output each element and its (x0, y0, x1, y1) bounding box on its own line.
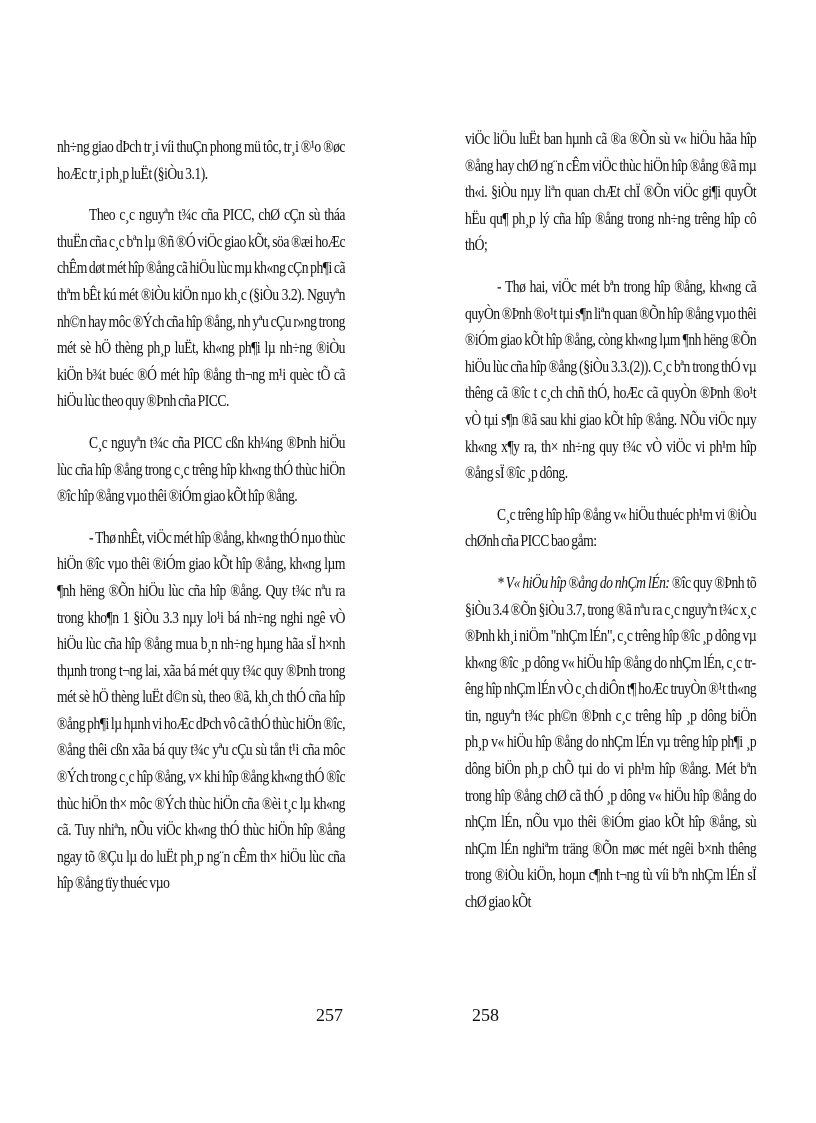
paragraph: nh÷ng giao dÞch tr¸i víi thuÇn phong mü tôc, tr¸i ®¹o ®øc hoÆc tr¸i ph¸p luËt (§iÒu 3.1). (57, 137, 345, 183)
paragraph: C¸c nguyªn t¾c cña PICC cßn kh¼ng ®Þnh hiÖu lùc cña hîp ®ång trong c¸c trêng hîp kh«ng thÓ thùc hiÖn ®îc hîp ®ång vµo thêi ®iÓm giao kÕt hîp ®ång. (57, 432, 345, 506)
paragraph: C¸c trêng hîp hîp ®ång v« hiÖu thuéc ph¹m vi ®iÒu chØnh cña PICC bao gåm: (465, 504, 757, 551)
paragraph: - Thø nhÊt, viÖc mét hîp ®ång, kh«ng thÓ nµo thùc hiÖn ®îc vµo thêi ®iÓm giao kÕt hîp ®ång, kh«ng lµm ¶nh hëng ®Õn hiÖu lùc cña hîp ®ång. Quy t¾c nªu ra trong kho¶n 1 §iÒu 3.3 nµy lo¹i bá nh÷ng nghi ngê vÒ hiÖu lùc cña hîp ®ång mua b¸n nh÷ng hµng hãa sÏ h×nh thµnh trong t¬ng lai, xãa bá mét quy t¾c quy ®Þnh trong mét sè hÖ thèng luËt d©n sù, theo ®ã, kh¸ch thÓ cña hîp ®ång ph¶i lµ hµnh vi hoÆc dÞch vô cã thÓ thùc hiÖn ®îc, ®ång thêi cßn xãa bá quy t¾c yªu cÇu sù tån t¹i cña môc ®Ých trong c¸c hîp ®ång, v× khi hîp ®ång kh«ng thÓ ®îc thùc hiÖn th× môc ®Ých thùc hiÖn cña ®èi t¸c lµ kh«ng cã. Tuy nhiªn, nÕu viÖc kh«ng thÓ thùc hiÖn hîp ®ång ngay tõ ®Çu lµ do luËt ph¸p ng¨n cÊm th× hiÖu lùc cña hîp ®ång tïy thuéc vµo (57, 527, 345, 893)
paragraph: - Thø hai, viÖc mét bªn trong hîp ®ång, kh«ng cã quyÒn ®Þnh ®o¹t tµi s¶n liªn quan ®Õn hîp ®ång vµo thêi ®iÓm giao kÕt hîp ®ång, còng kh«ng lµm ¶nh hëng ®Õn hiÖu lùc cña hîp ®ång (§iÒu 3.3.(2)). C¸c bªn trong thÓ vµ thêng cã ®îc t c¸ch chñ thÓ, hoÆc cã quyÒn ®Þnh ®o¹t vÒ tµi s¶n ®ã sau khi giao kÕt hîp ®ång. NÕu viÖc nµy kh«ng x¶y ra, th× nh÷ng quy t¾c vÒ viÖc vi ph¹m hîp ®ång sÏ ®îc ¸p dông. (465, 276, 757, 483)
paragraph: viÖc liÖu luËt ban hµnh cã ®a ®Õn sù v« hiÖu hãa hîp ®ång hay chØ ng¨n cÊm viÖc thùc hiÖn hîp ®ång ®ã mµ th«i. §iÒu nµy liªn quan chÆt chÏ ®Õn viÖc gi¶i quyÕt hËu qu¶ ph¸p lý cña hîp ®ång trong nh÷ng trêng hîp cô thÓ; (465, 129, 757, 255)
page-number: 257 (316, 1005, 343, 1025)
left-page-body (57, 134, 345, 912)
right-page (408, 0, 816, 1123)
paragraph: Theo c¸c nguyªn t¾c cña PICC, chØ cÇn sù tháa thuËn cña c¸c bªn lµ ®ñ ®Ó viÖc giao kÕt, söa ®æi hoÆc chÊm døt mét hîp ®ång cã hiÖu lùc mµ kh«ng cÇn ph¶i cã thªm bÊt kú mét ®iÒu kiÖn nµo kh¸c (§iÒu 3.2). Nguyªn nh©n hay môc ®Ých cña hîp ®ång, nh yªu cÇu r»ng trong mét sè hÖ thèng ph¸p luËt, kh«ng ph¶i lµ nh÷ng ®iÒu kiÖn b¾t buéc ®Ó mét hîp ®ång th¬ng m¹i quèc tÕ cã hiÖu lùc theo quy ®Þnh cña PICC. (57, 205, 345, 411)
page-number: 258 (472, 1005, 499, 1025)
paragraph-italic-lead: * V« hiÖu hîp ®ång do nhÇm lÉn: ®îc quy ®Þnh tõ §iÒu 3.4 ®Õn §iÒu 3.7, trong ®ã nªu ra c¸c nguyªn t¾c x¸c ®Þnh kh¸i niÖm "nhÇm lÉn", c¸c trêng hîp ®îc ¸p dông vµ kh«ng ®îc ¸p dông v« hiÖu hîp ®ång do nhÇm lÉn, c¸c trêng hîp nhÇm lÉn vÒ c¸ch diÔn t¶ hoÆc truyÒn ®¹t th«ng tin, nguyªn t¾c ph©n ®Þnh c¸c trêng hîp ¸p dông biÖn ph¸p v« hiÖu hîp ®ång do nhÇm lÉn vµ trêng hîp ph¶i ¸p dông biÖn ph¸p chÕ tµi do vi ph¹m hîp ®ång. Mét bªn trong hîp ®ång chØ cã thÓ ¸p dông v« hiÖu hîp ®ång do nhÇm lÉn, nÕu vµo thêi ®iÓm giao kÕt hîp ®ång, sù nhÇm lÉn nghiªm träng ®Õn møc mét ngêi b×nh thêng trong ®iÒu kiÖn, hoµn c¶nh t¬ng tù víi bªn nhÇm lÉn sÏ chØ giao kÕt (465, 572, 757, 912)
italic-heading: * V« hiÖu hîp ®ång do nhÇm lÉn: (497, 572, 670, 592)
right-page-body (465, 126, 756, 931)
